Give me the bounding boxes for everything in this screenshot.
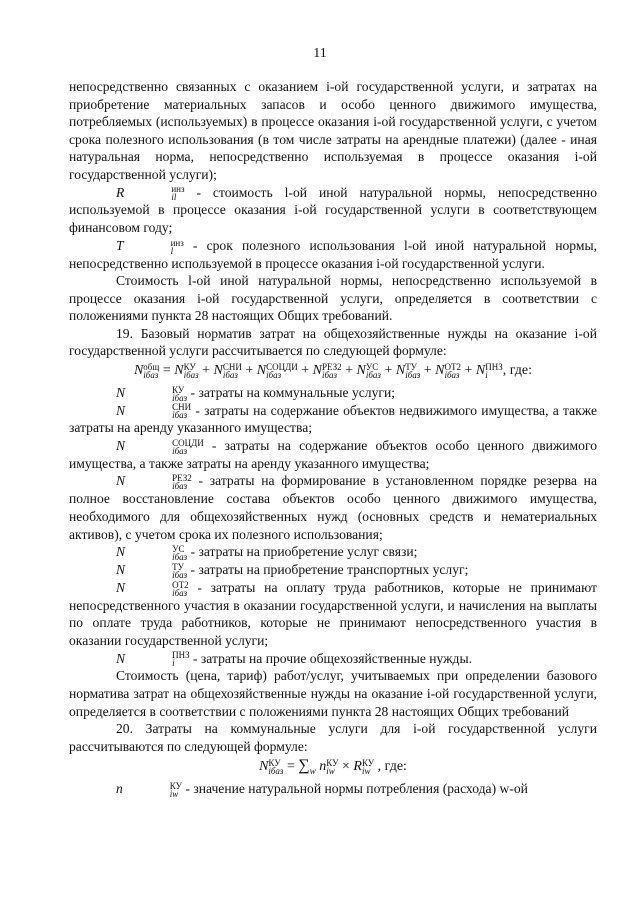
definition-T-text: - срок полезного использования l-ой иной натуральной нормы, непосредственно используемой в процессе оказания i-ой государственной услуги. (69, 237, 597, 271)
formula1-term: N РЕЗ2 iбаз (312, 361, 342, 380)
formula1-term: N ПНЗ i (475, 361, 503, 380)
definition-N-ot2: N ОТ2 iбаз - затраты на оплату труда работников, которые не принимают непосредственного участия в оказании государственной услуги, и начисления на выплаты по оплате труда работников, которые не принимают непосредственного участия в оказании государственной услуги; (69, 579, 597, 648)
formula-norm-general: N общ iбаз = N КУ iбаз + N СНИ iбаз + N СОЦДИ iбаз + N РЕЗ2 iбаз + N УС iбаз + N ТУ iбаз + N ОТ2 iбаз + N ПНЗ i , где: (133, 361, 533, 380)
symbol-R: R инз il (116, 184, 185, 203)
formula1-term: N ТУ iбаз (395, 361, 421, 380)
paragraph-intro: непосредственно связанных с оказанием i-ой государственной услуги, и затратах на приобретение материальных запасов и особо ценного движимого имущества, потребляемых (используемых) в процессе оказания i-ой государственной услуги, с учетом срока полезного использования (в том числе затраты на арендные платежи) (далее - иная натуральная норма, непосредственно используемая в процессе оказания i-ой государственной услуги); (69, 79, 597, 182)
definition-N-tu: N ТУ iбаз - затраты на приобретение транспортных услуг; (116, 561, 469, 580)
definition-T (69, 237, 597, 272)
definition-N-us: N УС iбаз - затраты на приобретение услуг связи; (116, 544, 418, 562)
formula-communal-services: N КУ iбаз = ∑ w n КУ iw × R КУ iw , где: (259, 757, 407, 777)
symbol-T: T инз l (116, 237, 184, 256)
formula1-term: N СОЦДИ iбаз (256, 361, 298, 380)
page-number: 11 (313, 46, 327, 61)
formula1-suffix: , где: (502, 363, 533, 379)
definition-n-ku: n КУ iw - значение натуральной нормы потребления (расхода) w-ой (116, 780, 528, 799)
definition-N-sni: N СНИ iбаз - затраты на содержание объектов недвижимого имущества, а также затраты на аренду указанного имущества; (69, 402, 597, 436)
paragraph-cost: Стоимость l-ой иной натуральной нормы, непосредственно используемой в процессе оказания i-ой государственной услуги, определяется в соответствии с положениями пункта 28 настоящих Общих требований. (69, 273, 597, 324)
definition-R (69, 184, 597, 237)
formula1-term: N ОТ2 iбаз (435, 361, 461, 380)
paragraph-20: 20. Затраты на коммунальные услуги для i-ой государственной услуги рассчитываются по следующей формуле: (69, 721, 597, 754)
sum-sign: ∑ (298, 757, 310, 775)
definition-N-rez2: N РЕЗ2 iбаз - затраты на формирование в установленном порядке резерва на полное восстановление состава объектов особо ценного движимого имущества, необходимого для общехозяйственных нужд (основных средств и нематериальных активов), с учетом срока их полезного использования; (69, 473, 597, 542)
definition-R-text: - стоимость l-ой иной натуральной нормы, непосредственно используемой в процессе оказания i-ой государственной услуги в соответствующем финансовом году; (69, 184, 597, 236)
definition-N-socdi: N СОЦДИ iбаз - затраты на содержание объектов особо ценного движимого имущества, а также затраты на аренду указанного имущества; (69, 437, 597, 471)
formula1-term: N КУ iбаз (174, 361, 199, 380)
formula1-term: N УС iбаз (356, 361, 381, 380)
paragraph-19: 19. Базовый норматив затрат на общехозяйственные нужды на оказание i-ой государственной услуги рассчитывается по следующей формуле: (69, 325, 597, 359)
definition-N-pnz: N ПНЗ i - затраты на прочие общехозяйственные нужды. (116, 650, 472, 669)
definition-N-ku: N КУ iбаз - затраты на коммунальные услуги; (116, 384, 396, 403)
paragraph-price: Стоимость (цена, тариф) работ/услуг, учитываемых при определении базового норматива затрат на общехозяйственные нужды на оказание i-ой государственной услуги, определяется в соответствии с положениями пункта 28 настоящих Общих требований (69, 668, 597, 719)
document-body (69, 78, 597, 798)
formula1-term: N СНИ iбаз (213, 361, 242, 380)
formula1-lhs: N общ iбаз (133, 361, 160, 380)
